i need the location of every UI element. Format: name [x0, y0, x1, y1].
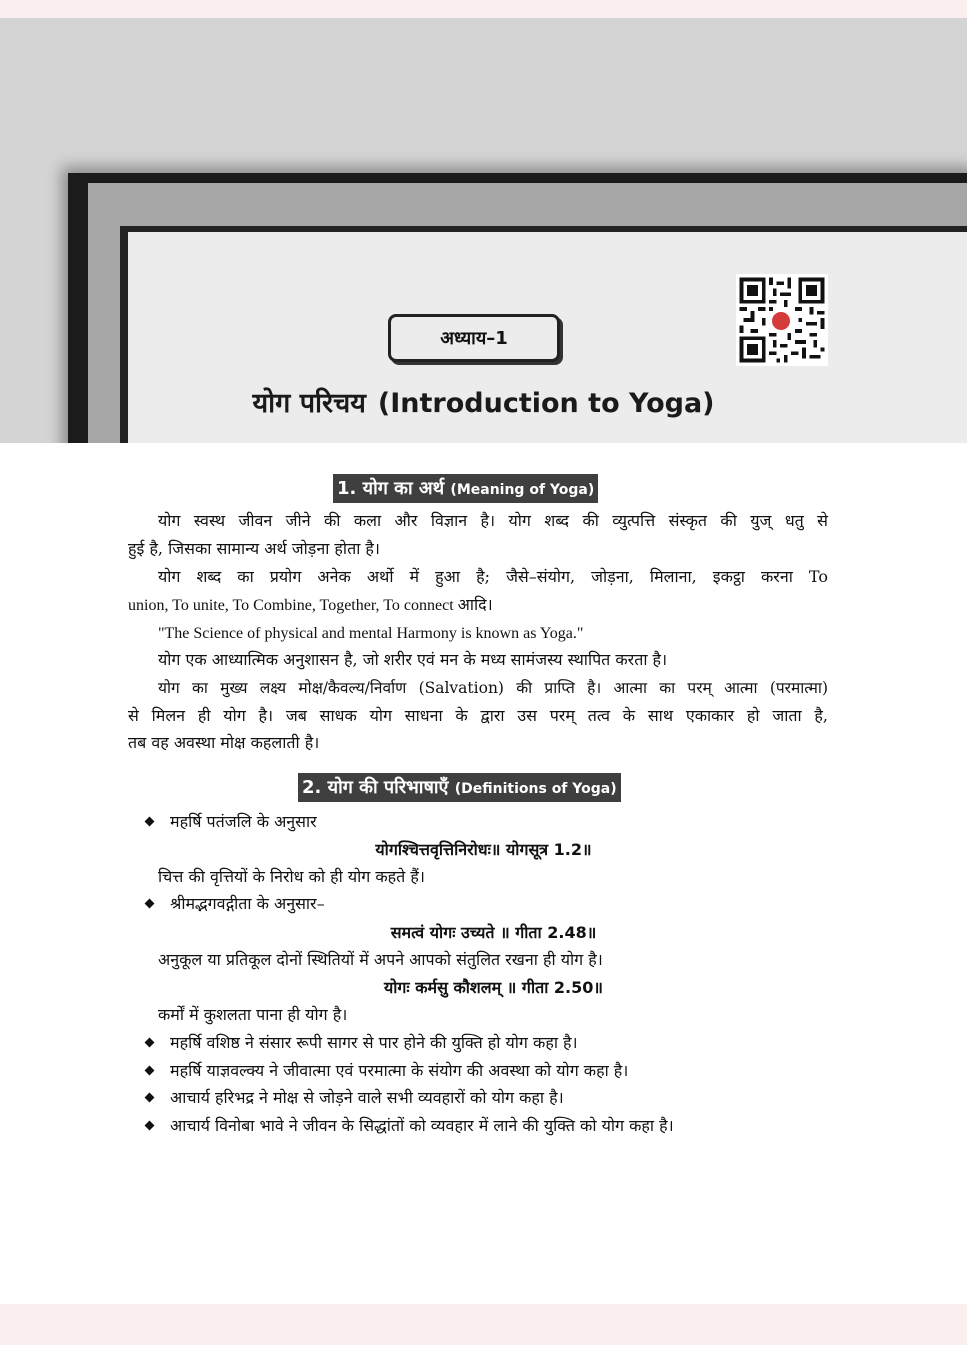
paragraph-line: तब वह अवस्था मोक्ष कहलाती है।: [128, 733, 320, 752]
list-item: आचार्य हरिभद्र ने मोक्ष से जोड़ने वाले सभी व्यवहारों को योग कहा है।: [170, 1088, 564, 1107]
list-item: आचार्य विनोबा भावे ने जीवन के सिद्धांतों को व्यवहार में लाने की युक्ति को योग कहा है।: [170, 1116, 674, 1135]
paragraph-line: अनुकूल या प्रतिकूल दोनों स्थितियों में अपने आपको संतुलित रखना ही योग है।: [158, 950, 603, 969]
paragraph-line: हुई है, जिसका सामान्य अर्थ जोड़ना होता है।: [128, 539, 380, 558]
quote-sutra: योगश्चित्तवृत्तिनिरोधः॥ योगसूत्र 1.2॥: [375, 840, 592, 859]
section-heading-hindi: 2. योग की परिभाषाएँ: [302, 777, 449, 798]
section-heading-definitions: [298, 773, 621, 802]
paragraph-line: योग शब्द का प्रयोग अनेक अर्थो में हुआ है; जैसे–संयोग, जोड़ना, मिलाना, इकट्ठा करना To: [158, 567, 828, 586]
section-heading-meaning: [333, 474, 598, 503]
section-heading-english: (Definitions of Yoga): [454, 781, 617, 797]
chapter-title: [0, 383, 967, 420]
list-item: महर्षि पतंजलि के अनुसार: [170, 812, 317, 831]
quote-gita: योगः कर्मसु कौशलम् ॥ गीता 2.50॥: [384, 978, 603, 997]
paragraph-line: चित्त की वृत्तियों के निरोध को ही योग कहते हैं।: [158, 867, 425, 886]
paragraph-line: से मिलन ही योग है। जब साधक योग साधना के द्वारा उस परम् तत्व के साथ एकाकार हो जाता है,: [128, 706, 828, 725]
section-heading-english: (Meaning of Yoga): [450, 482, 595, 498]
quote-line: "The Science of physical and mental Harmony is known as Yoga.": [158, 625, 584, 642]
list-item: महर्षि वशिष्ठ ने संसार रूपी सागर से पार होने की युक्ति हो योग कहा है।: [170, 1033, 578, 1052]
chapter-label-box: [388, 314, 560, 362]
book-page: [0, 18, 967, 1304]
chapter-title-hindi: योग परिचय: [252, 388, 366, 419]
paragraph-line: योग एक आध्यात्मिक अनुशासन है, जो शरीर एवं मन के मध्य सामंजस्य स्थापित करता है।: [158, 650, 668, 669]
paragraph-line: कर्मों में कुशलता पाना ही योग है।: [158, 1005, 348, 1024]
paragraph-line: योग स्वस्थ जीवन जीने की कला और विज्ञान है। योग शब्द की व्युत्पत्ति संस्कृत की युज् धतु से: [158, 511, 828, 530]
paragraph-line: योग का मुख्य लक्ष्य मोक्ष/कैवल्य/निर्वाण (Salvation) की प्राप्ति है। आत्मा का परम् आत्मा (परमात्मा): [158, 679, 828, 697]
quote-gita: समत्वं योगः उच्यते ॥ गीता 2.48॥: [390, 923, 597, 942]
chapter-title-english: (Introduction to Yoga): [377, 388, 715, 419]
list-item: श्रीमद्भगवद्गीता के अनुसार–: [170, 894, 325, 913]
paragraph-line: union, To unite, To Combine, Together, To connect आदि।: [128, 597, 493, 614]
qr-logo-icon: [770, 310, 792, 332]
section-heading-hindi: 1. योग का अर्थ: [337, 478, 445, 499]
chapter-label: अध्याय–1: [440, 328, 508, 349]
list-item: महर्षि याज्ञवल्क्य ने जीवात्मा एवं परमात्मा के संयोग की अवस्था को योग कहा है।: [170, 1061, 629, 1080]
